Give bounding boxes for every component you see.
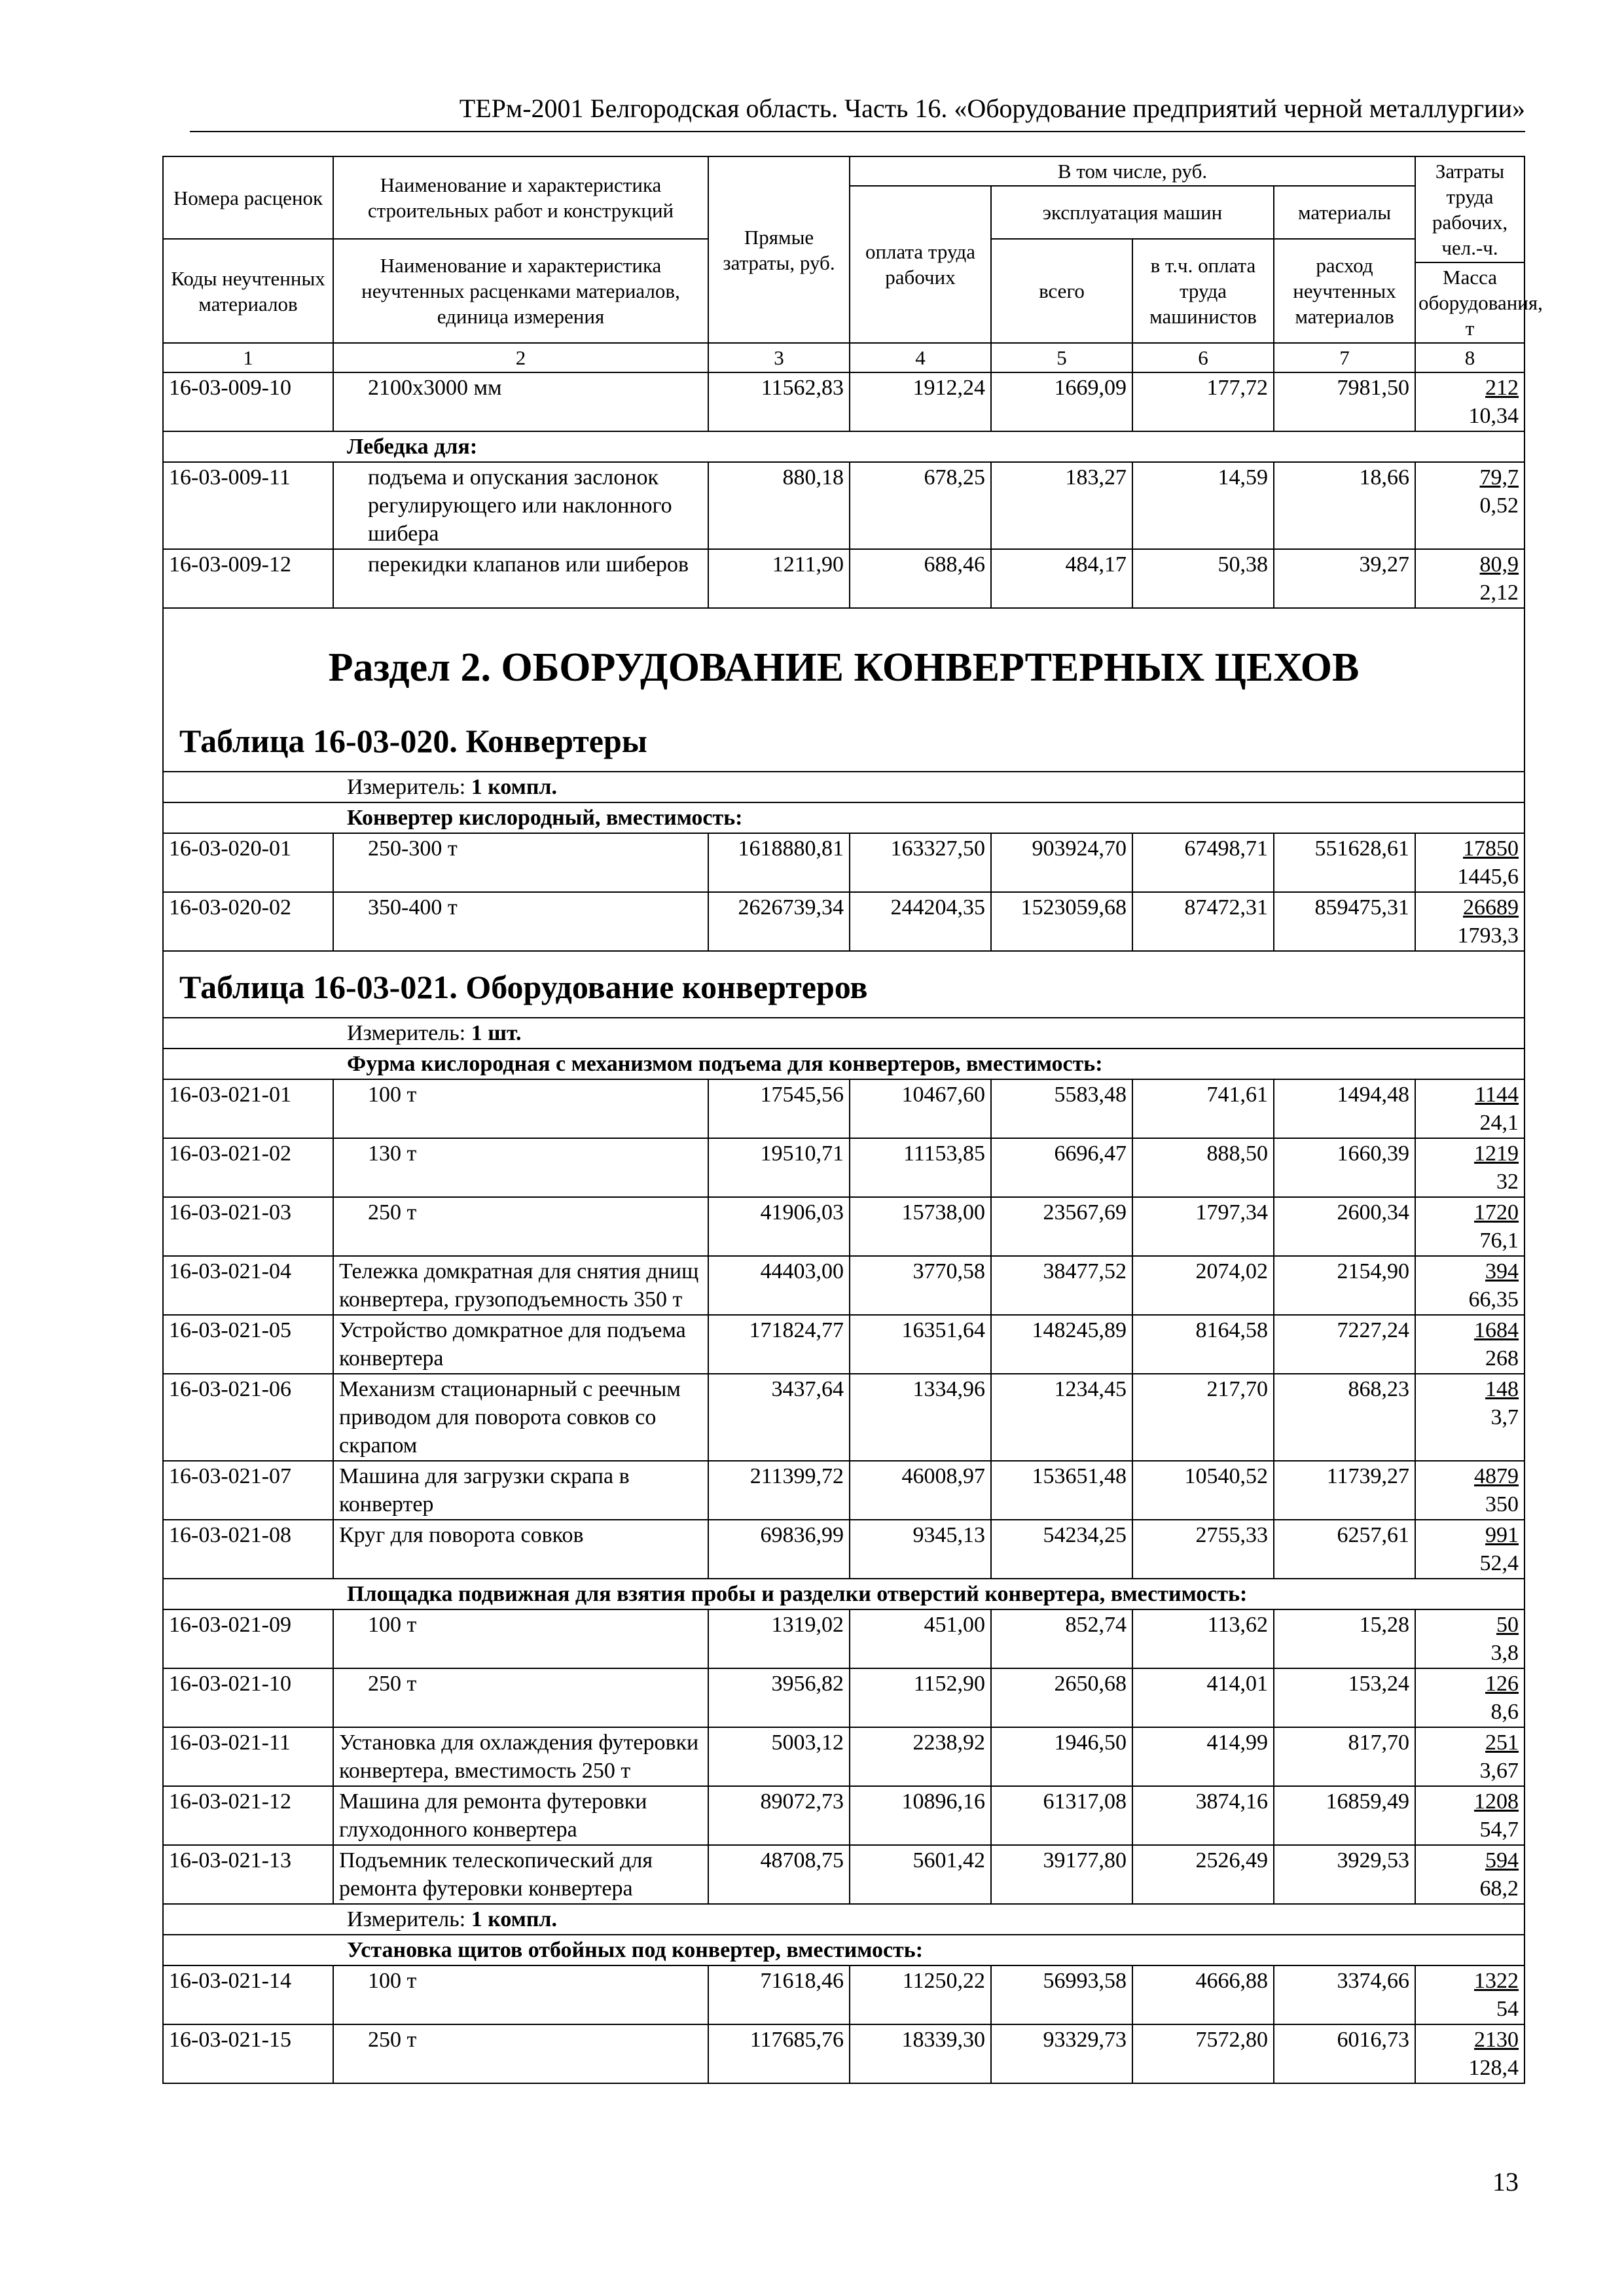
header-col2-bottom: Наименование и характеристика неучтенных расценками материалов, единица измерения — [333, 239, 708, 343]
machinist-labor-cost: 3874,16 — [1132, 1786, 1274, 1845]
labor-cost: 11250,22 — [850, 1965, 991, 2024]
labor-hours: 2130 — [1474, 2028, 1519, 2052]
table-row — [163, 1374, 1525, 1461]
header-materials: материалы — [1274, 186, 1415, 239]
meter-label: Измеритель: — [347, 1021, 466, 1045]
title-row — [163, 608, 1525, 772]
labor-hours: 251 — [1485, 1731, 1519, 1755]
machinist-labor-cost: 2755,33 — [1132, 1520, 1274, 1579]
title-cell — [163, 608, 1525, 772]
group-heading: Площадка подвижная для взятия пробы и разделки отверстий конвертера, вместимость: — [163, 1579, 1525, 1609]
machines-cost: 61317,08 — [991, 1786, 1132, 1845]
equipment-mass: 3,7 — [1490, 1405, 1519, 1429]
rate-name: Механизм стационарный с реечным приводом для поворота совков со скрапом — [333, 1374, 708, 1461]
meter-value: 1 компл. — [471, 775, 558, 799]
materials-cost: 7227,24 — [1274, 1315, 1415, 1374]
labor-hours: 594 — [1485, 1848, 1519, 1873]
machinist-labor-cost: 741,61 — [1132, 1079, 1274, 1138]
machinist-labor-cost: 10540,52 — [1132, 1461, 1274, 1520]
running-header: ТЕРм-2001 Белгородская область. Часть 16. «Оборудование предприятий черной металлургии» — [459, 94, 1525, 123]
rate-name: 100 т — [333, 1079, 708, 1138]
labor-cost: 11153,85 — [850, 1138, 991, 1197]
header-rule — [190, 131, 1525, 132]
materials-cost: 16859,49 — [1274, 1786, 1415, 1845]
machines-cost: 93329,73 — [991, 2024, 1132, 2083]
machines-cost: 6696,47 — [991, 1138, 1132, 1197]
group-heading: Установка щитов отбойных под конвертер, вместимость: — [163, 1935, 1525, 1965]
materials-cost: 2600,34 — [1274, 1197, 1415, 1256]
materials-cost: 11739,27 — [1274, 1461, 1415, 1520]
column-number: 3 — [708, 343, 850, 372]
materials-cost: 3929,53 — [1274, 1845, 1415, 1904]
table-row — [163, 1609, 1525, 1668]
labor-hours: 1720 — [1474, 1200, 1519, 1225]
labor-hours: 991 — [1485, 1523, 1519, 1547]
equipment-mass: 24,1 — [1479, 1111, 1519, 1135]
rate-name: 130 т — [333, 1138, 708, 1197]
group-heading: Фурма кислородная с механизмом подъема для конвертеров, вместимость: — [163, 1049, 1525, 1079]
materials-cost: 1494,48 — [1274, 1079, 1415, 1138]
group-heading: Конвертер кислородный, вместимость: — [163, 802, 1525, 833]
labor-mass-cell — [1415, 1256, 1525, 1315]
table-row — [163, 892, 1525, 951]
rate-name: 100 т — [333, 1965, 708, 2024]
labor-hours: 212 — [1485, 376, 1519, 400]
meter-row — [163, 772, 1525, 802]
machinist-labor-cost: 414,99 — [1132, 1727, 1274, 1786]
rate-name: Круг для поворота совков — [333, 1520, 708, 1579]
table-title: Таблица 16-03-020. Конвертеры — [179, 723, 647, 759]
header-col8-bottom: Масса оборудования, т — [1415, 262, 1525, 343]
direct-cost: 69836,99 — [708, 1520, 850, 1579]
header-col2-top: Наименование и характеристика строительных работ и конструкций — [333, 156, 708, 239]
labor-cost: 15738,00 — [850, 1197, 991, 1256]
machinist-labor-cost: 87472,31 — [1132, 892, 1274, 951]
table-row — [163, 1461, 1525, 1520]
title-cell — [163, 951, 1525, 1018]
materials-cost: 868,23 — [1274, 1374, 1415, 1461]
direct-cost: 48708,75 — [708, 1845, 850, 1904]
labor-mass-cell — [1415, 1668, 1525, 1727]
labor-cost: 1152,90 — [850, 1668, 991, 1727]
column-number: 7 — [1274, 343, 1415, 372]
labor-hours: 1322 — [1474, 1969, 1519, 1993]
column-numbers-row — [163, 343, 1525, 372]
equipment-mass: 66,35 — [1468, 1287, 1519, 1312]
direct-cost: 41906,03 — [708, 1197, 850, 1256]
labor-cost: 244204,35 — [850, 892, 991, 951]
direct-cost: 89072,73 — [708, 1786, 850, 1845]
labor-mass-cell — [1415, 1727, 1525, 1786]
labor-hours: 79,7 — [1479, 465, 1519, 490]
header-col1-top: Номера расценок — [163, 156, 333, 239]
labor-mass-cell — [1415, 372, 1525, 431]
table-row — [163, 1668, 1525, 1727]
table-row — [163, 1845, 1525, 1904]
rate-code: 16-03-021-04 — [163, 1256, 333, 1315]
rate-code: 16-03-021-12 — [163, 1786, 333, 1845]
table-row — [163, 462, 1525, 549]
rate-name: 250 т — [333, 2024, 708, 2083]
rate-name: 2100х3000 мм — [333, 372, 708, 431]
labor-hours: 1684 — [1474, 1318, 1519, 1342]
header-col7: расход неучтенных материалов — [1274, 239, 1415, 343]
materials-cost: 2154,90 — [1274, 1256, 1415, 1315]
rate-code: 16-03-009-12 — [163, 549, 333, 608]
machines-cost: 852,74 — [991, 1609, 1132, 1668]
column-number: 2 — [333, 343, 708, 372]
materials-cost: 551628,61 — [1274, 833, 1415, 892]
equipment-mass: 2,12 — [1479, 581, 1519, 605]
labor-hours: 1219 — [1474, 1141, 1519, 1166]
title-row — [163, 951, 1525, 1018]
rate-code: 16-03-021-10 — [163, 1668, 333, 1727]
rate-code: 16-03-021-15 — [163, 2024, 333, 2083]
labor-mass-cell — [1415, 1315, 1525, 1374]
labor-cost: 2238,92 — [850, 1727, 991, 1786]
table-row — [163, 1727, 1525, 1786]
labor-mass-cell — [1415, 1965, 1525, 2024]
meter-cell — [163, 1018, 1525, 1049]
labor-mass-cell — [1415, 1845, 1525, 1904]
rate-name: перекидки клапанов или шиберов — [333, 549, 708, 608]
materials-cost: 6257,61 — [1274, 1520, 1415, 1579]
machinist-labor-cost: 2074,02 — [1132, 1256, 1274, 1315]
rate-code: 16-03-021-03 — [163, 1197, 333, 1256]
materials-cost: 6016,73 — [1274, 2024, 1415, 2083]
direct-cost: 880,18 — [708, 462, 850, 549]
rate-name: 250 т — [333, 1197, 708, 1256]
materials-cost: 7981,50 — [1274, 372, 1415, 431]
equipment-mass: 1445,6 — [1457, 865, 1519, 889]
labor-hours: 394 — [1485, 1259, 1519, 1283]
machinist-labor-cost: 7572,80 — [1132, 2024, 1274, 2083]
labor-cost: 688,46 — [850, 549, 991, 608]
machinist-labor-cost: 8164,58 — [1132, 1315, 1274, 1374]
rate-name: Машина для ремонта футеровки глуходонного конвертера — [333, 1786, 708, 1845]
table-row — [163, 2024, 1525, 2083]
labor-cost: 163327,50 — [850, 833, 991, 892]
labor-mass-cell — [1415, 462, 1525, 549]
equipment-mass: 8,6 — [1490, 1700, 1519, 1724]
header-row-1 — [163, 156, 1525, 186]
meter-cell — [163, 1904, 1525, 1935]
machines-cost: 1234,45 — [991, 1374, 1132, 1461]
rate-code: 16-03-021-13 — [163, 1845, 333, 1904]
table-title: Таблица 16-03-021. Оборудование конвертеров — [179, 969, 868, 1005]
materials-cost: 817,70 — [1274, 1727, 1415, 1786]
labor-mass-cell — [1415, 1374, 1525, 1461]
labor-cost: 10467,60 — [850, 1079, 991, 1138]
machines-cost: 5583,48 — [991, 1079, 1132, 1138]
column-number: 5 — [991, 343, 1132, 372]
machines-cost: 148245,89 — [991, 1315, 1132, 1374]
rate-code: 16-03-021-07 — [163, 1461, 333, 1520]
labor-hours: 4879 — [1474, 1464, 1519, 1488]
machines-cost: 23567,69 — [991, 1197, 1132, 1256]
machinist-labor-cost: 217,70 — [1132, 1374, 1274, 1461]
table-row — [163, 833, 1525, 892]
materials-cost: 859475,31 — [1274, 892, 1415, 951]
rate-code: 16-03-021-01 — [163, 1079, 333, 1138]
equipment-mass: 350 — [1485, 1492, 1519, 1516]
table-row — [163, 1786, 1525, 1845]
direct-cost: 171824,77 — [708, 1315, 850, 1374]
rate-code: 16-03-009-10 — [163, 372, 333, 431]
labor-mass-cell — [1415, 1197, 1525, 1256]
machinist-labor-cost: 113,62 — [1132, 1609, 1274, 1668]
labor-hours: 50 — [1496, 1613, 1519, 1637]
direct-cost: 19510,71 — [708, 1138, 850, 1197]
rate-code: 16-03-021-11 — [163, 1727, 333, 1786]
group-row — [163, 431, 1525, 462]
rate-name: Устройство домкратное для подъема конвертера — [333, 1315, 708, 1374]
labor-mass-cell — [1415, 892, 1525, 951]
labor-hours: 126 — [1485, 1672, 1519, 1696]
header-col4: оплата труда рабочих — [850, 186, 991, 343]
equipment-mass: 0,52 — [1479, 493, 1519, 518]
header-col1-bottom: Коды неучтенных материалов — [163, 239, 333, 343]
group-row — [163, 1579, 1525, 1609]
materials-cost: 3374,66 — [1274, 1965, 1415, 2024]
labor-hours: 17850 — [1463, 836, 1519, 861]
header-col5: всего — [991, 239, 1132, 343]
direct-cost: 211399,72 — [708, 1461, 850, 1520]
rate-code: 16-03-021-14 — [163, 1965, 333, 2024]
direct-cost: 5003,12 — [708, 1727, 850, 1786]
group-heading: Лебедка для: — [163, 431, 1525, 462]
machines-cost: 39177,80 — [991, 1845, 1132, 1904]
machinist-labor-cost: 50,38 — [1132, 549, 1274, 608]
rate-name: Тележка домкратная для снятия днищ конвертера, грузоподъемность 350 т — [333, 1256, 708, 1315]
machines-cost: 2650,68 — [991, 1668, 1132, 1727]
header-machines: эксплуатация машин — [991, 186, 1274, 239]
labor-mass-cell — [1415, 1609, 1525, 1668]
labor-hours: 80,9 — [1479, 552, 1519, 577]
labor-cost: 1334,96 — [850, 1374, 991, 1461]
labor-cost: 46008,97 — [850, 1461, 991, 1520]
machines-cost: 183,27 — [991, 462, 1132, 549]
header-col3: Прямые затраты, руб. — [708, 156, 850, 343]
materials-cost: 18,66 — [1274, 462, 1415, 549]
labor-mass-cell — [1415, 2024, 1525, 2083]
direct-cost: 44403,00 — [708, 1256, 850, 1315]
labor-cost: 9345,13 — [850, 1520, 991, 1579]
meter-label: Измеритель: — [347, 1907, 466, 1931]
direct-cost: 1319,02 — [708, 1609, 850, 1668]
labor-cost: 16351,64 — [850, 1315, 991, 1374]
column-number: 1 — [163, 343, 333, 372]
rate-code: 16-03-021-05 — [163, 1315, 333, 1374]
machinist-labor-cost: 67498,71 — [1132, 833, 1274, 892]
labor-cost: 678,25 — [850, 462, 991, 549]
table-row — [163, 1315, 1525, 1374]
labor-mass-cell — [1415, 1138, 1525, 1197]
meter-value: 1 шт. — [471, 1021, 522, 1045]
materials-cost: 153,24 — [1274, 1668, 1415, 1727]
equipment-mass: 54,7 — [1479, 1818, 1519, 1842]
machines-cost: 56993,58 — [991, 1965, 1132, 2024]
direct-cost: 117685,76 — [708, 2024, 850, 2083]
labor-mass-cell — [1415, 1461, 1525, 1520]
labor-mass-cell — [1415, 1520, 1525, 1579]
machines-cost: 484,17 — [991, 549, 1132, 608]
machines-cost: 1669,09 — [991, 372, 1132, 431]
machinist-labor-cost: 4666,88 — [1132, 1965, 1274, 2024]
meter-cell — [163, 772, 1525, 802]
equipment-mass: 54 — [1496, 1997, 1519, 2021]
rate-code: 16-03-021-08 — [163, 1520, 333, 1579]
rate-code: 16-03-020-02 — [163, 892, 333, 951]
rate-name: 100 т — [333, 1609, 708, 1668]
labor-mass-cell — [1415, 1786, 1525, 1845]
materials-cost: 1660,39 — [1274, 1138, 1415, 1197]
meter-row — [163, 1018, 1525, 1049]
equipment-mass: 32 — [1496, 1170, 1519, 1194]
table-row — [163, 1079, 1525, 1138]
rate-name: 250-300 т — [333, 833, 708, 892]
table-row — [163, 1138, 1525, 1197]
column-number: 6 — [1132, 343, 1274, 372]
direct-cost: 71618,46 — [708, 1965, 850, 2024]
equipment-mass: 10,34 — [1468, 404, 1519, 428]
materials-cost: 39,27 — [1274, 549, 1415, 608]
machinist-labor-cost: 414,01 — [1132, 1668, 1274, 1727]
labor-hours: 1144 — [1475, 1083, 1519, 1107]
direct-cost: 3437,64 — [708, 1374, 850, 1461]
equipment-mass: 128,4 — [1468, 2056, 1519, 2080]
meter-label: Измеритель: — [347, 775, 466, 799]
direct-cost: 3956,82 — [708, 1668, 850, 1727]
header-col6: в т.ч. оплата труда машинистов — [1132, 239, 1274, 343]
equipment-mass: 3,67 — [1479, 1759, 1519, 1783]
machinist-labor-cost: 2526,49 — [1132, 1845, 1274, 1904]
labor-cost: 10896,16 — [850, 1786, 991, 1845]
direct-cost: 11562,83 — [708, 372, 850, 431]
column-number: 8 — [1415, 343, 1525, 372]
rate-name: 250 т — [333, 1668, 708, 1727]
labor-mass-cell — [1415, 833, 1525, 892]
rate-code: 16-03-021-02 — [163, 1138, 333, 1197]
rate-code: 16-03-021-09 — [163, 1609, 333, 1668]
rates-table — [162, 156, 1543, 2084]
rate-code: 16-03-009-11 — [163, 462, 333, 549]
table-row — [163, 1965, 1525, 2024]
labor-cost: 1912,24 — [850, 372, 991, 431]
group-row — [163, 1049, 1525, 1079]
machinist-labor-cost: 177,72 — [1132, 372, 1274, 431]
header-incl: В том числе, руб. — [850, 156, 1415, 186]
labor-cost: 5601,42 — [850, 1845, 991, 1904]
rates-frame — [162, 156, 1543, 2084]
labor-mass-cell — [1415, 549, 1525, 608]
meter-row — [163, 1904, 1525, 1935]
section-title: Раздел 2. ОБОРУДОВАНИЕ КОНВЕРТЕРНЫХ ЦЕХОВ — [328, 645, 1360, 690]
direct-cost: 2626739,34 — [708, 892, 850, 951]
machines-cost: 903924,70 — [991, 833, 1132, 892]
rate-name: Установка для охлаждения футеровки конвертера, вместимость 250 т — [333, 1727, 708, 1786]
rate-name: Машина для загрузки скрапа в конвертер — [333, 1461, 708, 1520]
group-row — [163, 1935, 1525, 1965]
machinist-labor-cost: 1797,34 — [1132, 1197, 1274, 1256]
machines-cost: 54234,25 — [991, 1520, 1132, 1579]
labor-hours: 148 — [1485, 1377, 1519, 1401]
column-number: 4 — [850, 343, 991, 372]
machines-cost: 153651,48 — [991, 1461, 1132, 1520]
equipment-mass: 3,8 — [1490, 1641, 1519, 1665]
labor-hours: 1208 — [1474, 1789, 1519, 1814]
rate-name: 350-400 т — [333, 892, 708, 951]
rate-name: подъема и опускания заслонок регулирующего или наклонного шибера — [333, 462, 708, 549]
labor-cost: 451,00 — [850, 1609, 991, 1668]
labor-mass-cell — [1415, 1079, 1525, 1138]
machines-cost: 1523059,68 — [991, 892, 1132, 951]
equipment-mass: 68,2 — [1479, 1876, 1519, 1901]
group-row — [163, 802, 1525, 833]
direct-cost: 1211,90 — [708, 549, 850, 608]
page-number: 13 — [1492, 2167, 1519, 2197]
machines-cost: 38477,52 — [991, 1256, 1132, 1315]
equipment-mass: 268 — [1485, 1346, 1519, 1371]
table-row — [163, 1520, 1525, 1579]
meter-value: 1 компл. — [471, 1907, 558, 1931]
rate-code: 16-03-021-06 — [163, 1374, 333, 1461]
table-row — [163, 549, 1525, 608]
direct-cost: 17545,56 — [708, 1079, 850, 1138]
table-row — [163, 372, 1525, 431]
materials-cost: 15,28 — [1274, 1609, 1415, 1668]
machines-cost: 1946,50 — [991, 1727, 1132, 1786]
header-col8-top: Затраты труда рабочих, чел.-ч. — [1415, 156, 1525, 262]
equipment-mass: 76,1 — [1479, 1229, 1519, 1253]
labor-hours: 26689 — [1463, 895, 1519, 920]
machinist-labor-cost: 888,50 — [1132, 1138, 1274, 1197]
machinist-labor-cost: 14,59 — [1132, 462, 1274, 549]
rate-code: 16-03-020-01 — [163, 833, 333, 892]
direct-cost: 1618880,81 — [708, 833, 850, 892]
labor-cost: 18339,30 — [850, 2024, 991, 2083]
labor-cost: 3770,58 — [850, 1256, 991, 1315]
rate-name: Подъемник телескопический для ремонта футеровки конвертера — [333, 1845, 708, 1904]
equipment-mass: 1793,3 — [1457, 924, 1519, 948]
equipment-mass: 52,4 — [1479, 1551, 1519, 1575]
table-row — [163, 1256, 1525, 1315]
rates-body — [163, 156, 1543, 2083]
table-row — [163, 1197, 1525, 1256]
